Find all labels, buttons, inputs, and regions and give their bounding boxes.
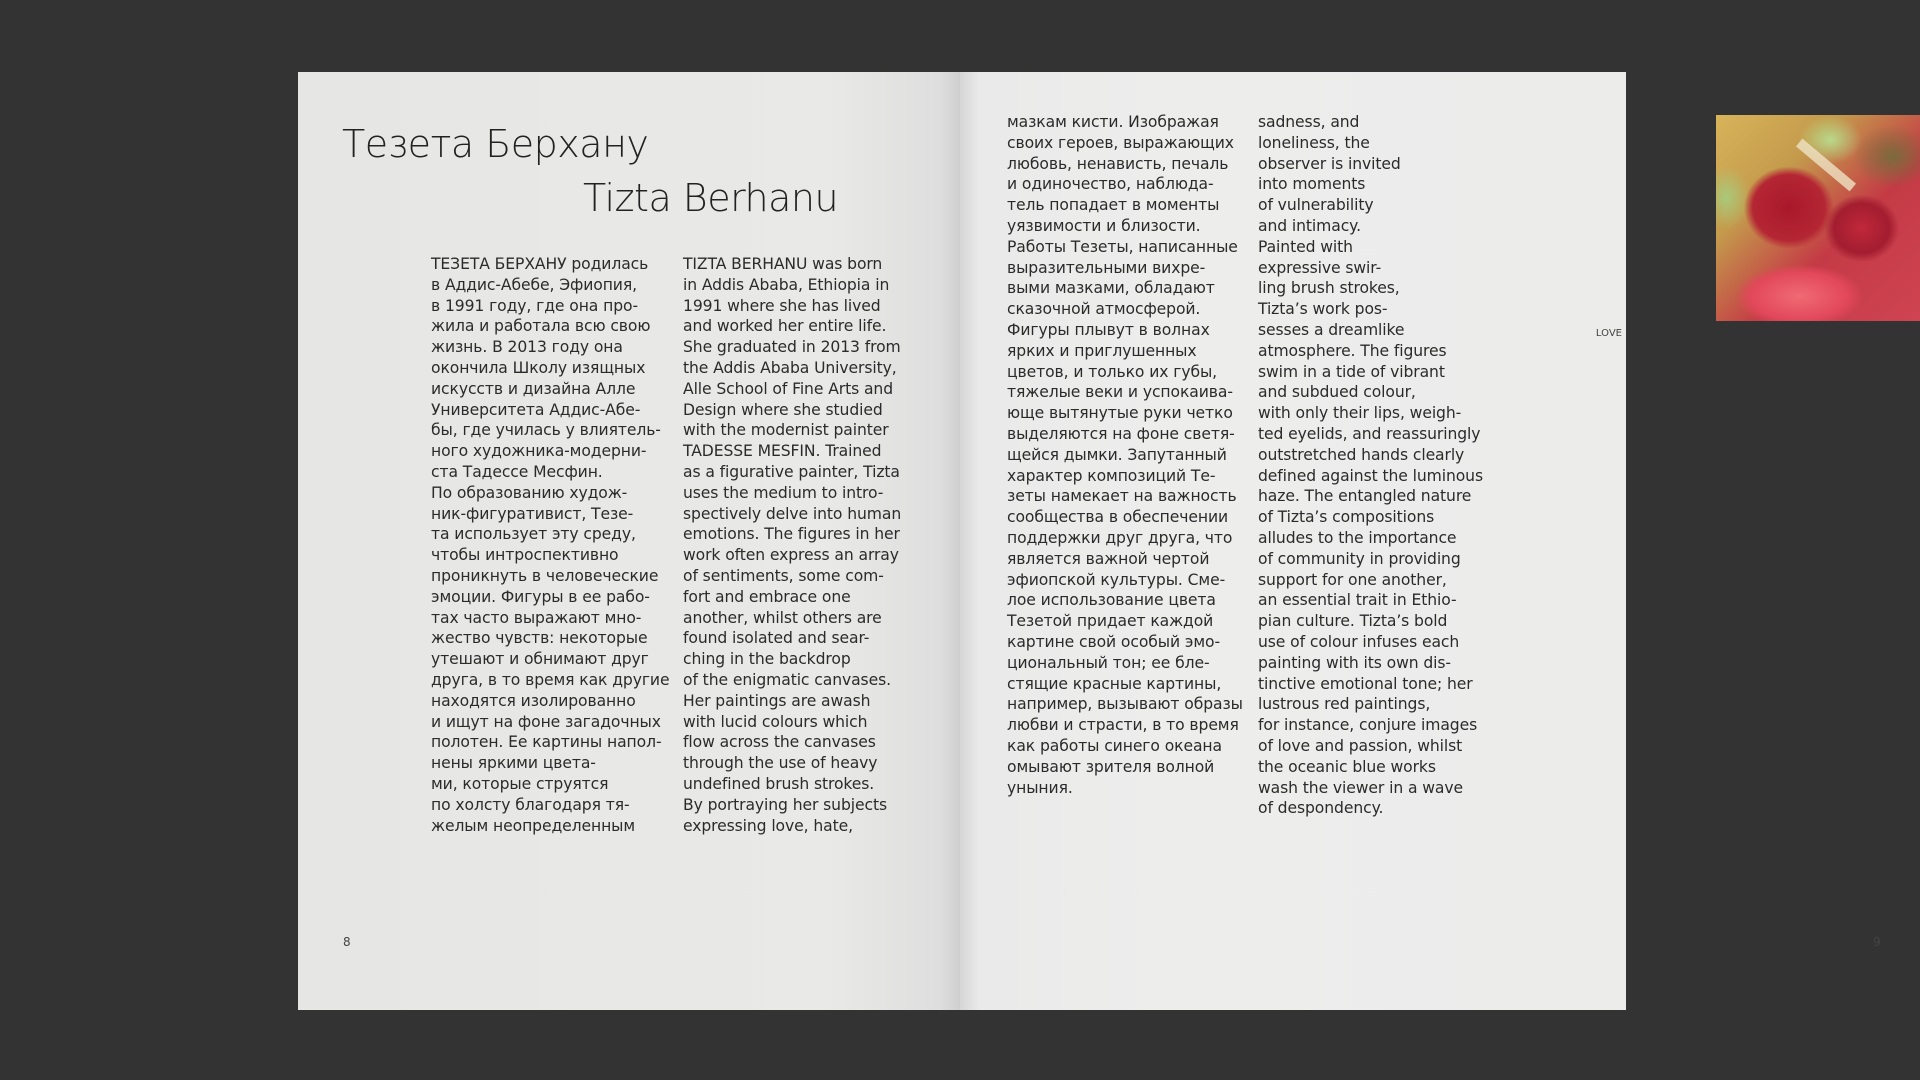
image-caption: LOVE [1595,328,1622,339]
magazine-spread [298,72,1881,1010]
title-russian: Тезета Берхану [342,122,649,166]
right-page [960,72,1881,1010]
left-page [298,72,960,1010]
text-column-russian: ТЕЗЕТА БЕРХАНУ родилась в Аддис-Абебе, Эфиопия, в 1991 году, где она про- жила и работала всю свою жизнь. В 2013 году она окончила Школу изящных искусств и дизайна Алле Университета Аддис-Абе- бы, где училась у влиятель- ного художника-модерни- ста Тадессе Месфин. По образованию худож- ник-фигуративист, Тезе- та использует эту среду, чтобы интроспективно проникнуть в человеческие эмоции. Фигуры в ее рабо- тах часто выражают мно- жество чувств: некоторые утешают и обнимают друг друга, в то время как другие находятся изолированно и ищут на фоне загадочных полотен. Ее картины напол- нены яркими цвета- ми, которые струятся по холсту благодаря тя- желым неопределенным [431,255,670,835]
painting-image [1716,115,1920,321]
page-number-left: 8 [343,935,351,949]
page-number-right: 9 [1873,935,1881,949]
title-english: Tizta Berhanu [583,176,839,220]
text-column-english: TIZTA BERHANU was born in Addis Ababa, Ethiopia in 1991 where she has lived and worked her entire life. She graduated in 2013 from the Addis Ababa University, Alle School of Fine Arts and Design where she studied with the modernist painter TADESSE MESFIN. Trained as a figurative painter, Tizta uses the medium to intro- spectively delve into human emotions. The figures in her work often express an array of sentiments, some com- fort and embrace one another, whilst others are found isolated and sear- ching in the backdrop of the enigmatic canvases. Her paintings are awash with lucid colours which flow across the canvases through the use of heavy undefined brush strokes. By portraying her subjects expressing love, hate, [683,255,902,835]
text-column-english-continued: sadness, and loneliness, the observer is invited into moments of vulnerability and intimacy. Painted with expressive swir- ling brush strokes, Tizta’s work pos- sesses a dreamlike atmosphere. The figures swim in a tide of vibrant and subdued colour, with only their lips, weigh- ted eyelids, and reassuringly outstretched hands clearly defined against the luminous haze. The entangled nature of Tizta’s compositions alludes to the importance of community in providing support for one another, an essential trait in Ethio- pian culture. Tizta’s bold use of colour infuses each painting with its own dis- tinctive emotional tone; her lustrous red paintings, for instance, conjure images of love and passion, whilst the oceanic blue works wash the viewer in a wave of despondency. [1258,113,1483,818]
text-column-russian-continued: мазкам кисти. Изображая своих героев, выражающих любовь, ненависть, печаль и одиночество, наблюда- тель попадает в моменты уязвимости и близости. Работы Тезеты, написанные выразительными вихре- выми мазками, обладают сказочной атмосферой. Фигуры плывут в волнах ярких и приглушенных цветов, и только их губы, тяжелые веки и успокаива- юще вытянутые руки четко выделяются на фоне светя- щейся дымки. Запутанный характер композиций Те- зеты намекает на важность сообщества в обеспечении поддержки друг друга, что является важной чертой эфиопской культуры. Сме- лое использование цвета Тезетой придает каждой картине свой особый эмо- циональный тон; ее бле- стящие красные картины, например, вызывают образы любви и страсти, в то время как работы синего океана омывают зрителя волной уныния. [1007,113,1243,797]
